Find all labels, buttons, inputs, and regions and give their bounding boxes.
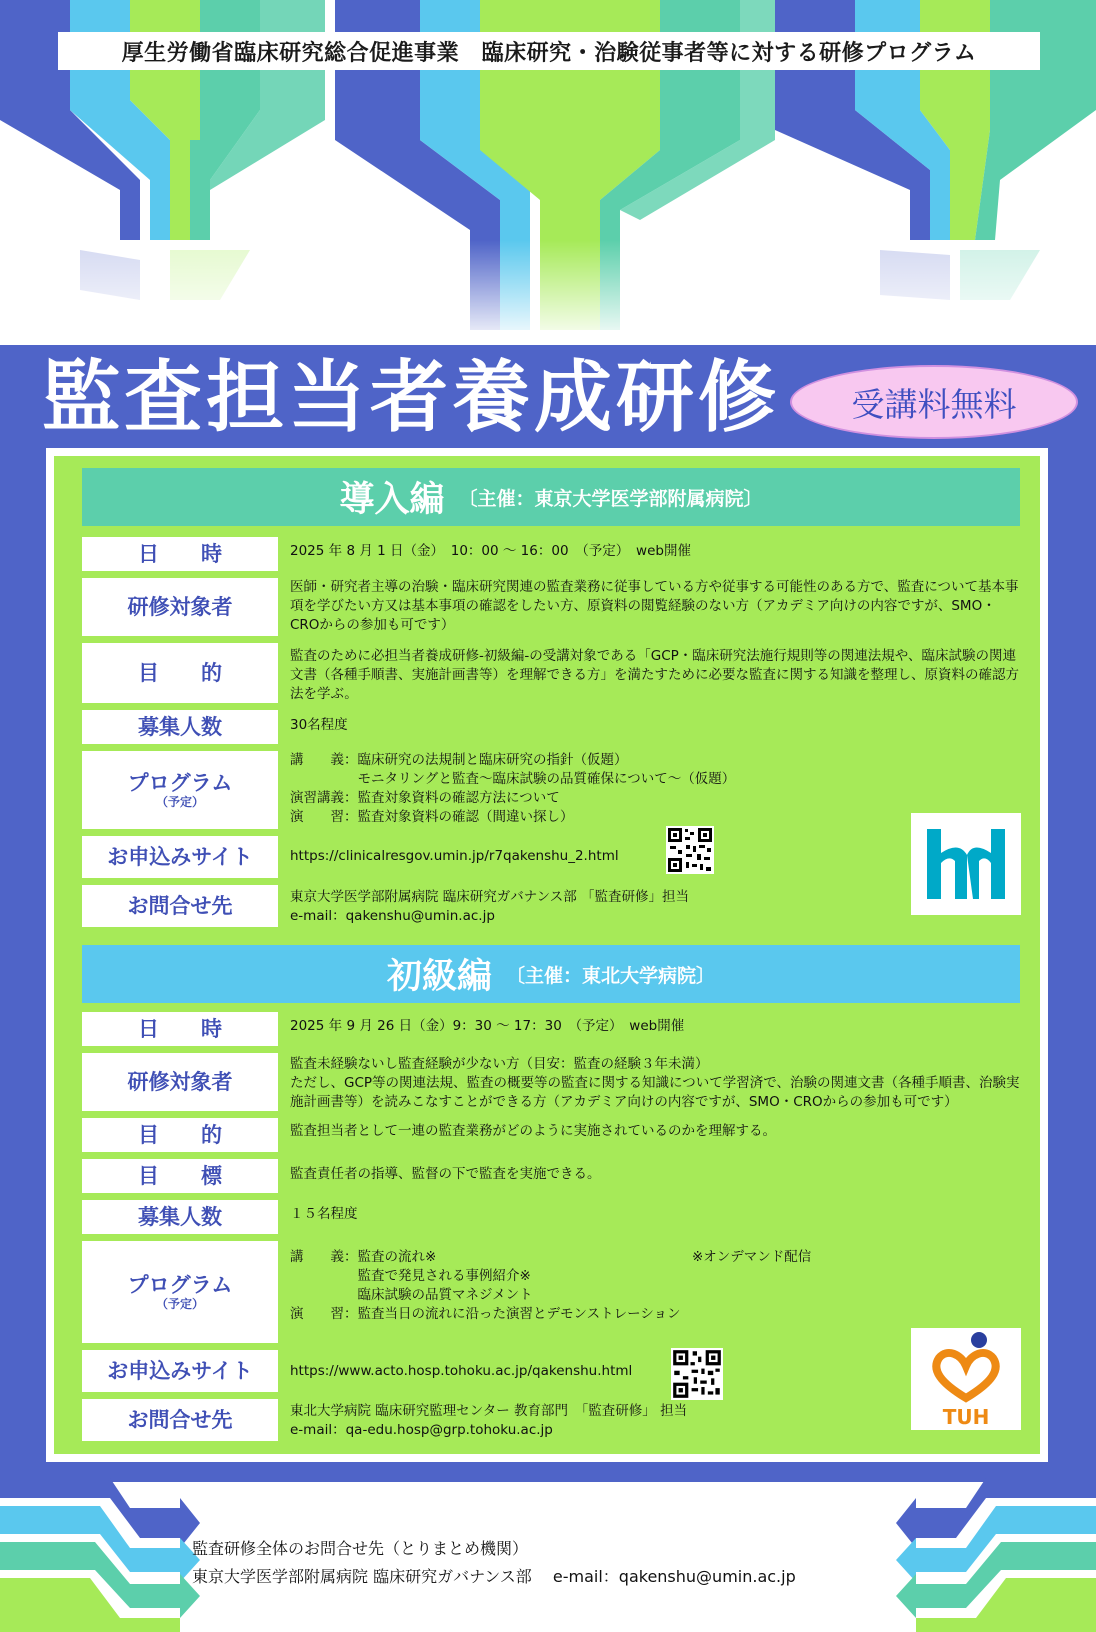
bottom-decorative-art: [0, 1478, 1096, 1632]
intro-program-label-sub: （予定）: [155, 795, 204, 809]
beginner-contact-label: お問合せ先: [82, 1399, 278, 1441]
footer-contact-heading: 監査研修全体のお問合せ先（とりまとめ機関）: [192, 1539, 529, 1558]
intro-target-value: 医師・研究者主導の治験・臨床研究関連の監査業務に従事している方や従事する可能性のある方で、監査について基本事項を学びたい方又は基本事項の確認をしたい方、原資料の閲覧経験のない方（アカデミア向けの内容ですが、SMO・CROからの参加も可です）: [290, 579, 1019, 633]
intro-site-link[interactable]: https://clinicalresgov.umin.jp/r7qakenshu_2.html: [290, 848, 619, 864]
beginner-site-link[interactable]: https://www.acto.hosp.tohoku.ac.jp/qakenshu.html: [290, 1363, 633, 1379]
beginner-program-label: [82, 1241, 278, 1343]
intro-datetime-value: 2025 年 8 月 1 日（金） 10：00 ～ 16：00 （予定） web開催: [290, 543, 691, 559]
intro-capacity-label: 募集人数: [82, 710, 278, 744]
beginner-datetime-value: 2025 年 9 月 26 日（金）9：30 ～ 17：30 （予定） web開催: [290, 1018, 685, 1034]
intro-purpose-value: 監査のために必担当者養成研修-初級編-の受講対象である「GCP・臨床研究法施行規則等の関連法規や、臨床試験の関連文書（各種手順書、実施計画書等）を理解できる方」を満たすために必要な監査に関する知識を整理し、原資料の確認方法を学ぶ。: [290, 648, 1019, 702]
beginner-contact-value: [290, 1402, 687, 1440]
intro-site-label: お申込みサイト: [82, 836, 278, 878]
free-badge: 受講料無料: [790, 365, 1078, 439]
beginner-purpose-value: 監査担当者として一連の監査業務がどのように実施されているのかを理解する。: [290, 1123, 776, 1139]
header-title: 厚生労働省臨床研究総合促進事業 臨床研究・治験従事者等に対する研修プログラム: [58, 32, 1040, 70]
utokyo-hospital-logo-mark: [911, 813, 1021, 915]
beginner-goal-value: 監査責任者の指導、監督の下で監査を実施できる。: [290, 1166, 601, 1182]
intro-datetime-label: 日 時: [82, 537, 278, 571]
beginner-datetime-label: 日 時: [82, 1012, 278, 1046]
beginner-program-line: 講 義：監査の流れ※: [290, 1249, 437, 1265]
beginner-capacity-label: 募集人数: [82, 1200, 278, 1234]
beginner-site-label: お申込みサイト: [82, 1350, 278, 1392]
beginner-program-note: ※オンデマンド配信: [692, 1249, 812, 1265]
beginner-program-line: 演 習：監査当日の流れに沿った演習とデモンストレーション: [290, 1306, 681, 1322]
intro-target-label: 研修対象者: [82, 578, 278, 636]
intro-purpose-label: 目 的: [82, 643, 278, 703]
beginner-program-line: 臨床試験の品質マネジメント: [290, 1287, 533, 1303]
tuh-logo-mark: [911, 1328, 1021, 1430]
section-intro-host: 〔主催：東京大学医学部附属病院〕: [458, 487, 763, 510]
intro-program-line: 講 義：臨床研究の法規制と臨床研究の指針（仮題）: [290, 752, 628, 768]
beginner-program-label-sub: （予定）: [155, 1297, 204, 1311]
intro-program-line: 演習講義：監査対象資料の確認方法について: [290, 790, 560, 806]
section-intro-title: 導入編: [339, 480, 445, 520]
intro-contact-value: [290, 888, 689, 926]
beginner-contact-email[interactable]: e-mail：qa-edu.hosp@grp.tohoku.ac.jp: [290, 1422, 553, 1438]
footer-contact-details: 東京大学医学部附属病院 臨床研究ガバナンス部 e-mail：qakenshu@umin.ac.jp: [192, 1567, 796, 1586]
beginner-target-line: ただし、GCP等の関連法規、監査の概要等の監査に関する知識について学習済で、治験の関連文書（各種手順書、治験実施計画書等）を読みこなすことができる方（アカデミア向けの内容ですが、SMO・CROからの参加も可です）: [290, 1075, 1020, 1110]
intro-program-line: モニタリングと監査～臨床試験の品質確保について～（仮題）: [290, 771, 736, 787]
section-beginner-host: 〔主催：東北大学病院〕: [506, 964, 716, 987]
tuh-logo-text: TUH: [942, 1405, 990, 1429]
utokyo-hospital-logo: [911, 813, 1021, 915]
intro-contact-line: 東京大学医学部附属病院 臨床研究ガバナンス部 「監査研修」担当: [290, 889, 690, 905]
section-beginner-title: 初級編: [386, 957, 492, 997]
beginner-program-line: 監査で発見される事例紹介※: [290, 1268, 531, 1284]
beginner-target-value: [290, 1055, 1020, 1112]
intro-program-line: 演 習：監査対象資料の確認（間違い探し）: [290, 809, 574, 825]
page-title: 監査担当者養成研修: [42, 353, 781, 443]
beginner-program-label-text: プログラム: [127, 1273, 233, 1297]
beginner-capacity-value: １５名程度: [290, 1206, 358, 1222]
intro-program-list: [290, 751, 735, 827]
section-beginner-header: [82, 945, 1020, 1003]
intro-program-label: [82, 751, 278, 829]
intro-contact-label: お問合せ先: [82, 885, 278, 927]
beginner-contact-line: 東北大学病院 臨床研究監理センター 教育部門 「監査研修」 担当: [290, 1403, 688, 1419]
qr-code-icon: [671, 1348, 723, 1400]
intro-contact-email[interactable]: e-mail：qakenshu@umin.ac.jp: [290, 908, 495, 924]
tuh-logo: [911, 1328, 1021, 1430]
beginner-program-list: [290, 1248, 681, 1324]
intro-capacity-value: 30名程度: [290, 717, 348, 733]
beginner-purpose-label: 目 的: [82, 1118, 278, 1152]
beginner-goal-label: 目 標: [82, 1159, 278, 1193]
beginner-target-label: 研修対象者: [82, 1053, 278, 1111]
beginner-target-line: 監査未経験ないし監査経験が少ない方（目安：監査の経験３年未満）: [290, 1056, 709, 1072]
section-intro-header: [82, 468, 1020, 526]
qr-code-icon: [666, 826, 714, 874]
intro-program-label-text: プログラム: [127, 771, 233, 795]
